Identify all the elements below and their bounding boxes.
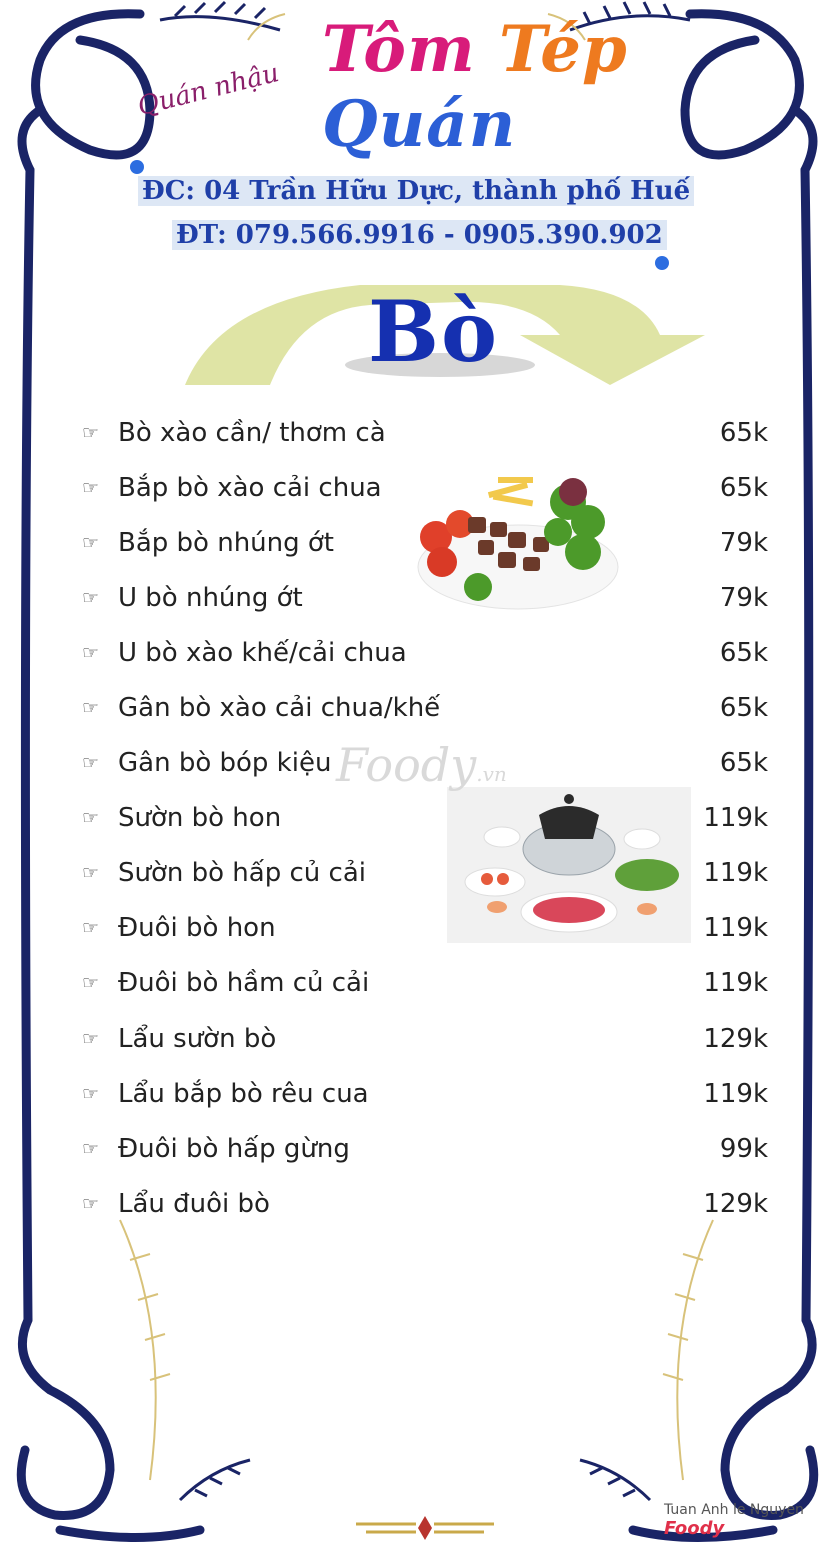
menu-item xyxy=(82,405,768,460)
pointing-hand-icon: ☞ xyxy=(82,752,100,775)
menu-item xyxy=(82,1176,768,1231)
menu-item-price: 65k xyxy=(719,417,768,448)
menu-item xyxy=(82,1066,768,1121)
menu-item-price: 119k xyxy=(703,858,768,889)
menu-item xyxy=(82,1011,768,1066)
pointing-hand-icon: ☞ xyxy=(82,641,100,664)
menu-item-price: 65k xyxy=(719,637,768,668)
menu-item-name: Đuôi bò hầm củ cải xyxy=(118,968,370,999)
menu-item-name: Sườn bò hấp củ cải xyxy=(118,858,366,889)
address-line: ĐC: 04 Trần Hữu Dực, thành phố Huế xyxy=(138,176,694,206)
menu-item-name: Đuôi bò hấp gừng xyxy=(118,1133,350,1164)
selection-handle-end[interactable] xyxy=(655,256,669,270)
pointing-hand-icon: ☞ xyxy=(82,917,100,940)
menu-item-name: Lẩu đuôi bò xyxy=(118,1188,270,1219)
logo-title-part: Tôm xyxy=(322,12,476,87)
menu-item-name: Sườn bò hon xyxy=(118,803,282,834)
menu-item-price: 99k xyxy=(719,1133,768,1164)
section-title: Bò xyxy=(368,282,500,381)
menu-item-name: Gân bò xào cải chua/khế xyxy=(118,693,441,724)
menu-item-name: U bò nhúng ớt xyxy=(118,582,303,613)
menu-item xyxy=(82,846,768,901)
menu-item-price: 119k xyxy=(703,1078,768,1109)
menu-item-price: 129k xyxy=(703,1188,768,1219)
pointing-hand-icon: ☞ xyxy=(82,697,100,720)
logo-title xyxy=(322,12,833,162)
watermark-brand: Foody xyxy=(336,738,477,792)
logo-title-part: Tép xyxy=(475,12,628,87)
foody-logo: Foody xyxy=(664,1518,725,1539)
pointing-hand-icon: ☞ xyxy=(82,476,100,499)
menu-item-name: Bắp bò xào cải chua xyxy=(118,472,382,503)
selection-handle-start[interactable] xyxy=(130,160,144,174)
menu-item xyxy=(82,570,768,625)
pointing-hand-icon: ☞ xyxy=(82,807,100,830)
menu-item-name: Lẩu sườn bò xyxy=(118,1023,277,1054)
pointing-hand-icon: ☞ xyxy=(82,1137,100,1160)
menu-item xyxy=(82,460,768,515)
pointing-hand-icon: ☞ xyxy=(82,421,100,444)
phone-line: ĐT: 079.566.9916 - 0905.390.902 xyxy=(172,220,667,250)
menu-item-name: Đuôi bò hon xyxy=(118,913,276,944)
menu-item xyxy=(82,515,768,570)
menu-item xyxy=(82,956,768,1011)
watermark-suffix: .vn xyxy=(476,762,507,786)
menu-item-name: Bò xào cần/ thơm cà xyxy=(118,417,386,448)
pointing-hand-icon: ☞ xyxy=(82,531,100,554)
menu-item xyxy=(82,736,768,791)
menu-item-name: U bò xào khế/cải chua xyxy=(118,637,407,668)
logo-title-part: Quán xyxy=(322,87,517,162)
menu-item-price: 119k xyxy=(703,968,768,999)
menu-item-price: 79k xyxy=(719,582,768,613)
pointing-hand-icon: ☞ xyxy=(82,862,100,885)
menu-item xyxy=(82,901,768,956)
menu-item xyxy=(82,625,768,680)
menu-item-name: Lẩu bắp bò rêu cua xyxy=(118,1078,369,1109)
pointing-hand-icon: ☞ xyxy=(82,1192,100,1215)
pointing-hand-icon: ☞ xyxy=(82,586,100,609)
pointing-hand-icon: ☞ xyxy=(82,1027,100,1050)
menu-item xyxy=(82,791,768,846)
menu-item-price: 119k xyxy=(703,803,768,834)
menu-item-price: 65k xyxy=(719,472,768,503)
menu-item-price: 119k xyxy=(703,913,768,944)
menu-item-price: 65k xyxy=(719,748,768,779)
menu-item-price: 79k xyxy=(719,527,768,558)
menu-item xyxy=(82,680,768,735)
menu-item-price: 65k xyxy=(719,693,768,724)
logo-tagline: Quán nhậu xyxy=(134,57,283,122)
photo-credit: Tuan Anh le Nguyen xyxy=(664,1502,804,1518)
menu-item xyxy=(82,1121,768,1176)
menu-list xyxy=(82,405,768,1231)
menu-item-name: Bắp bò nhúng ớt xyxy=(118,527,334,558)
pointing-hand-icon: ☞ xyxy=(82,972,100,995)
pointing-hand-icon: ☞ xyxy=(82,1082,100,1105)
menu-item-price: 129k xyxy=(703,1023,768,1054)
menu-item-name: Gân bò bóp kiệu xyxy=(118,748,332,779)
